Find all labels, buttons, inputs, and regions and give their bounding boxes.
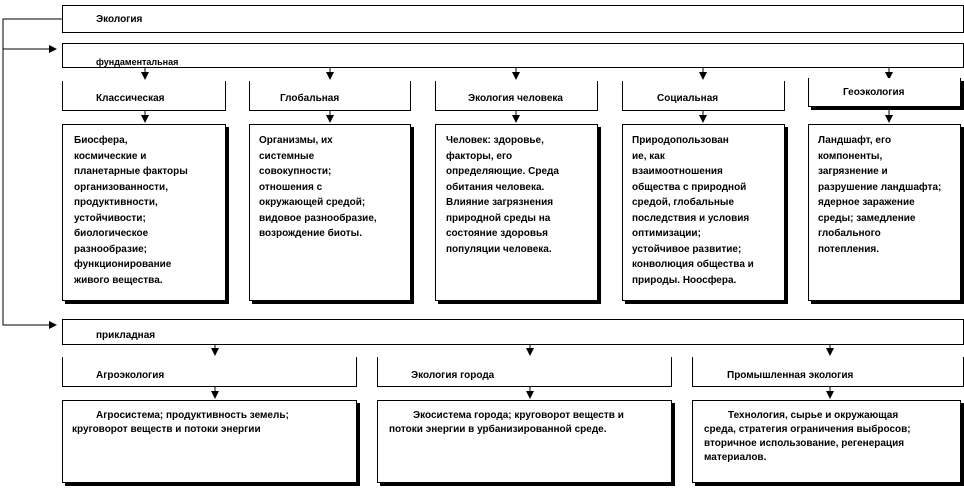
title-ekologiya-goroda: Экология города bbox=[411, 370, 495, 381]
content-globalnaya: Организмы, их системные совокупности; отношения с окружающей средой; видовое разнообразие, возрождение биоты. bbox=[259, 135, 377, 239]
root-label: Экология bbox=[96, 14, 143, 25]
title-socialnaya: Социальная bbox=[657, 93, 719, 104]
content-socialnaya: Природопользован ие, как взаимоотношения общества с природной средой, глобальные последствия и условия оптимизации; устойчивое развитие; конволюция общества и природы. Ноосфера. bbox=[632, 135, 754, 286]
title-ekologiya-cheloveka: Экология человека bbox=[468, 93, 563, 104]
fundamental-box bbox=[62, 43, 964, 68]
content-ekologiya-goroda: Экосистема города; круговорот веществ и потоки энергии в урбанизированной среде. bbox=[389, 410, 624, 435]
title-globalnaya: Глобальная bbox=[280, 93, 340, 104]
title-promyshlennaya-ekologiya: Промышленная экология bbox=[727, 370, 854, 381]
title-agroekologiya: Агроэкология bbox=[96, 370, 165, 381]
content-agroekologiya: Агросистема; продуктивность земель; круговорот веществ и потоки энергии bbox=[72, 410, 289, 435]
title-geoekologiya: Геоэкология bbox=[843, 87, 905, 98]
root-box bbox=[62, 5, 964, 33]
fundamental-label: фундаментальная bbox=[96, 57, 179, 67]
content-promyshlennaya-ekologiya: Технология, сырье и окружающая среда, стратегия ограничения выбросов; вторичное использование, регенерация материалов. bbox=[704, 410, 911, 463]
root-connector bbox=[3, 19, 62, 325]
applied-box bbox=[62, 319, 964, 345]
content-klassicheskaya: Биосфера, космические и планетарные факторы организованности, продуктивности, устойчивости; биологическое разнообразие; функционирование живого вещества. bbox=[74, 135, 188, 286]
applied-label: прикладная bbox=[96, 330, 156, 341]
content-ekologiya-cheloveka: Человек: здоровье, факторы, его определяющие. Среда обитания человека. Влияние загрязнения природной среды на состояние здоровья популяции человека. bbox=[446, 135, 559, 255]
title-klassicheskaya: Классическая bbox=[96, 93, 165, 104]
content-geoekologiya: Ландшафт, его компоненты, загрязнение и разрушение ландшафта; ядерное заражение среды; замедление глобального потепления. bbox=[818, 135, 942, 255]
